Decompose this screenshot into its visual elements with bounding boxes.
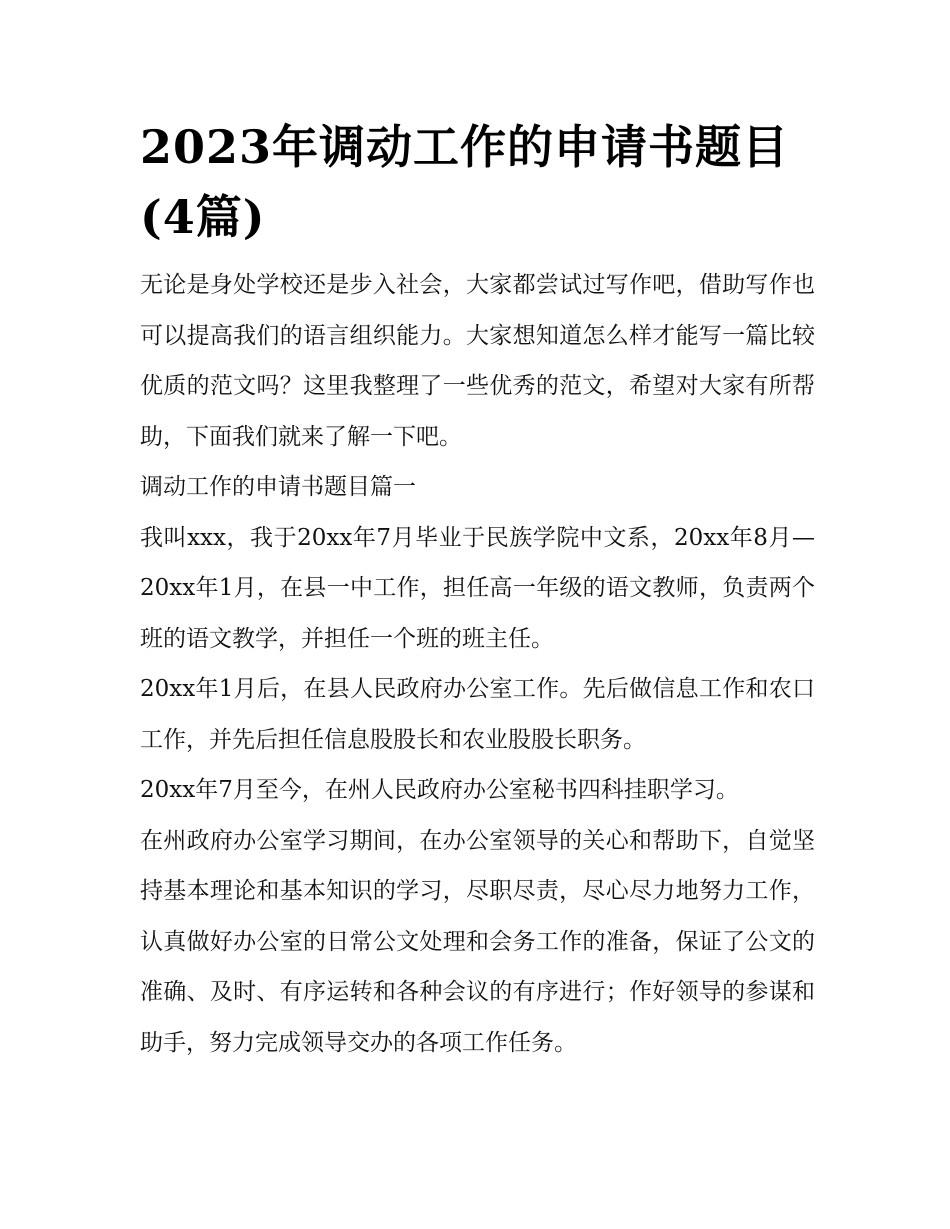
body-paragraph: 在州政府办公室学习期间，在办公室领导的关心和帮助下，自觉坚持基本理论和基本知识的学习，尽职尽责，尽心尽力地努力工作，认真做好办公室的日常公文处理和会务工作的准备，保证了公文的准确、及时、有序运转和各种会议的有序进行；作好领导的参谋和助手，努力完成领导交办的各项工作任务。 (140, 827, 815, 1056)
section-heading: 调动工作的申请书题目篇一 (140, 474, 416, 500)
intro-paragraph: 无论是身处学校还是步入社会，大家都尝试过写作吧，借助写作也可以提高我们的语言组织能力。大家想知道怎么样才能写一篇比较优质的范文吗？这里我整理了一些优秀的范文，希望对大家有所帮助，下面我们就来了解一下吧。 (140, 272, 815, 450)
body-paragraph: 20xx年1月后，在县人民政府办公室工作。先后做信息工作和农口工作，并先后担任信息股股长和农业股股长职务。 (140, 676, 815, 753)
document-title: 2023年调动工作的申请书题目(4篇) (140, 120, 790, 244)
document-page (140, 112, 815, 1068)
document-body (140, 260, 815, 1068)
body-paragraph: 20xx年7月至今，在州人民政府办公室秘书四科挂职学习。 (140, 777, 739, 803)
body-paragraph: 我叫xxx，我于20xx年7月毕业于民族学院中文系，20xx年8月—20xx年1月，在县一中工作，担任高一年级的语文教师，负责两个班的语文教学，并担任一个班的班主任。 (140, 524, 815, 652)
